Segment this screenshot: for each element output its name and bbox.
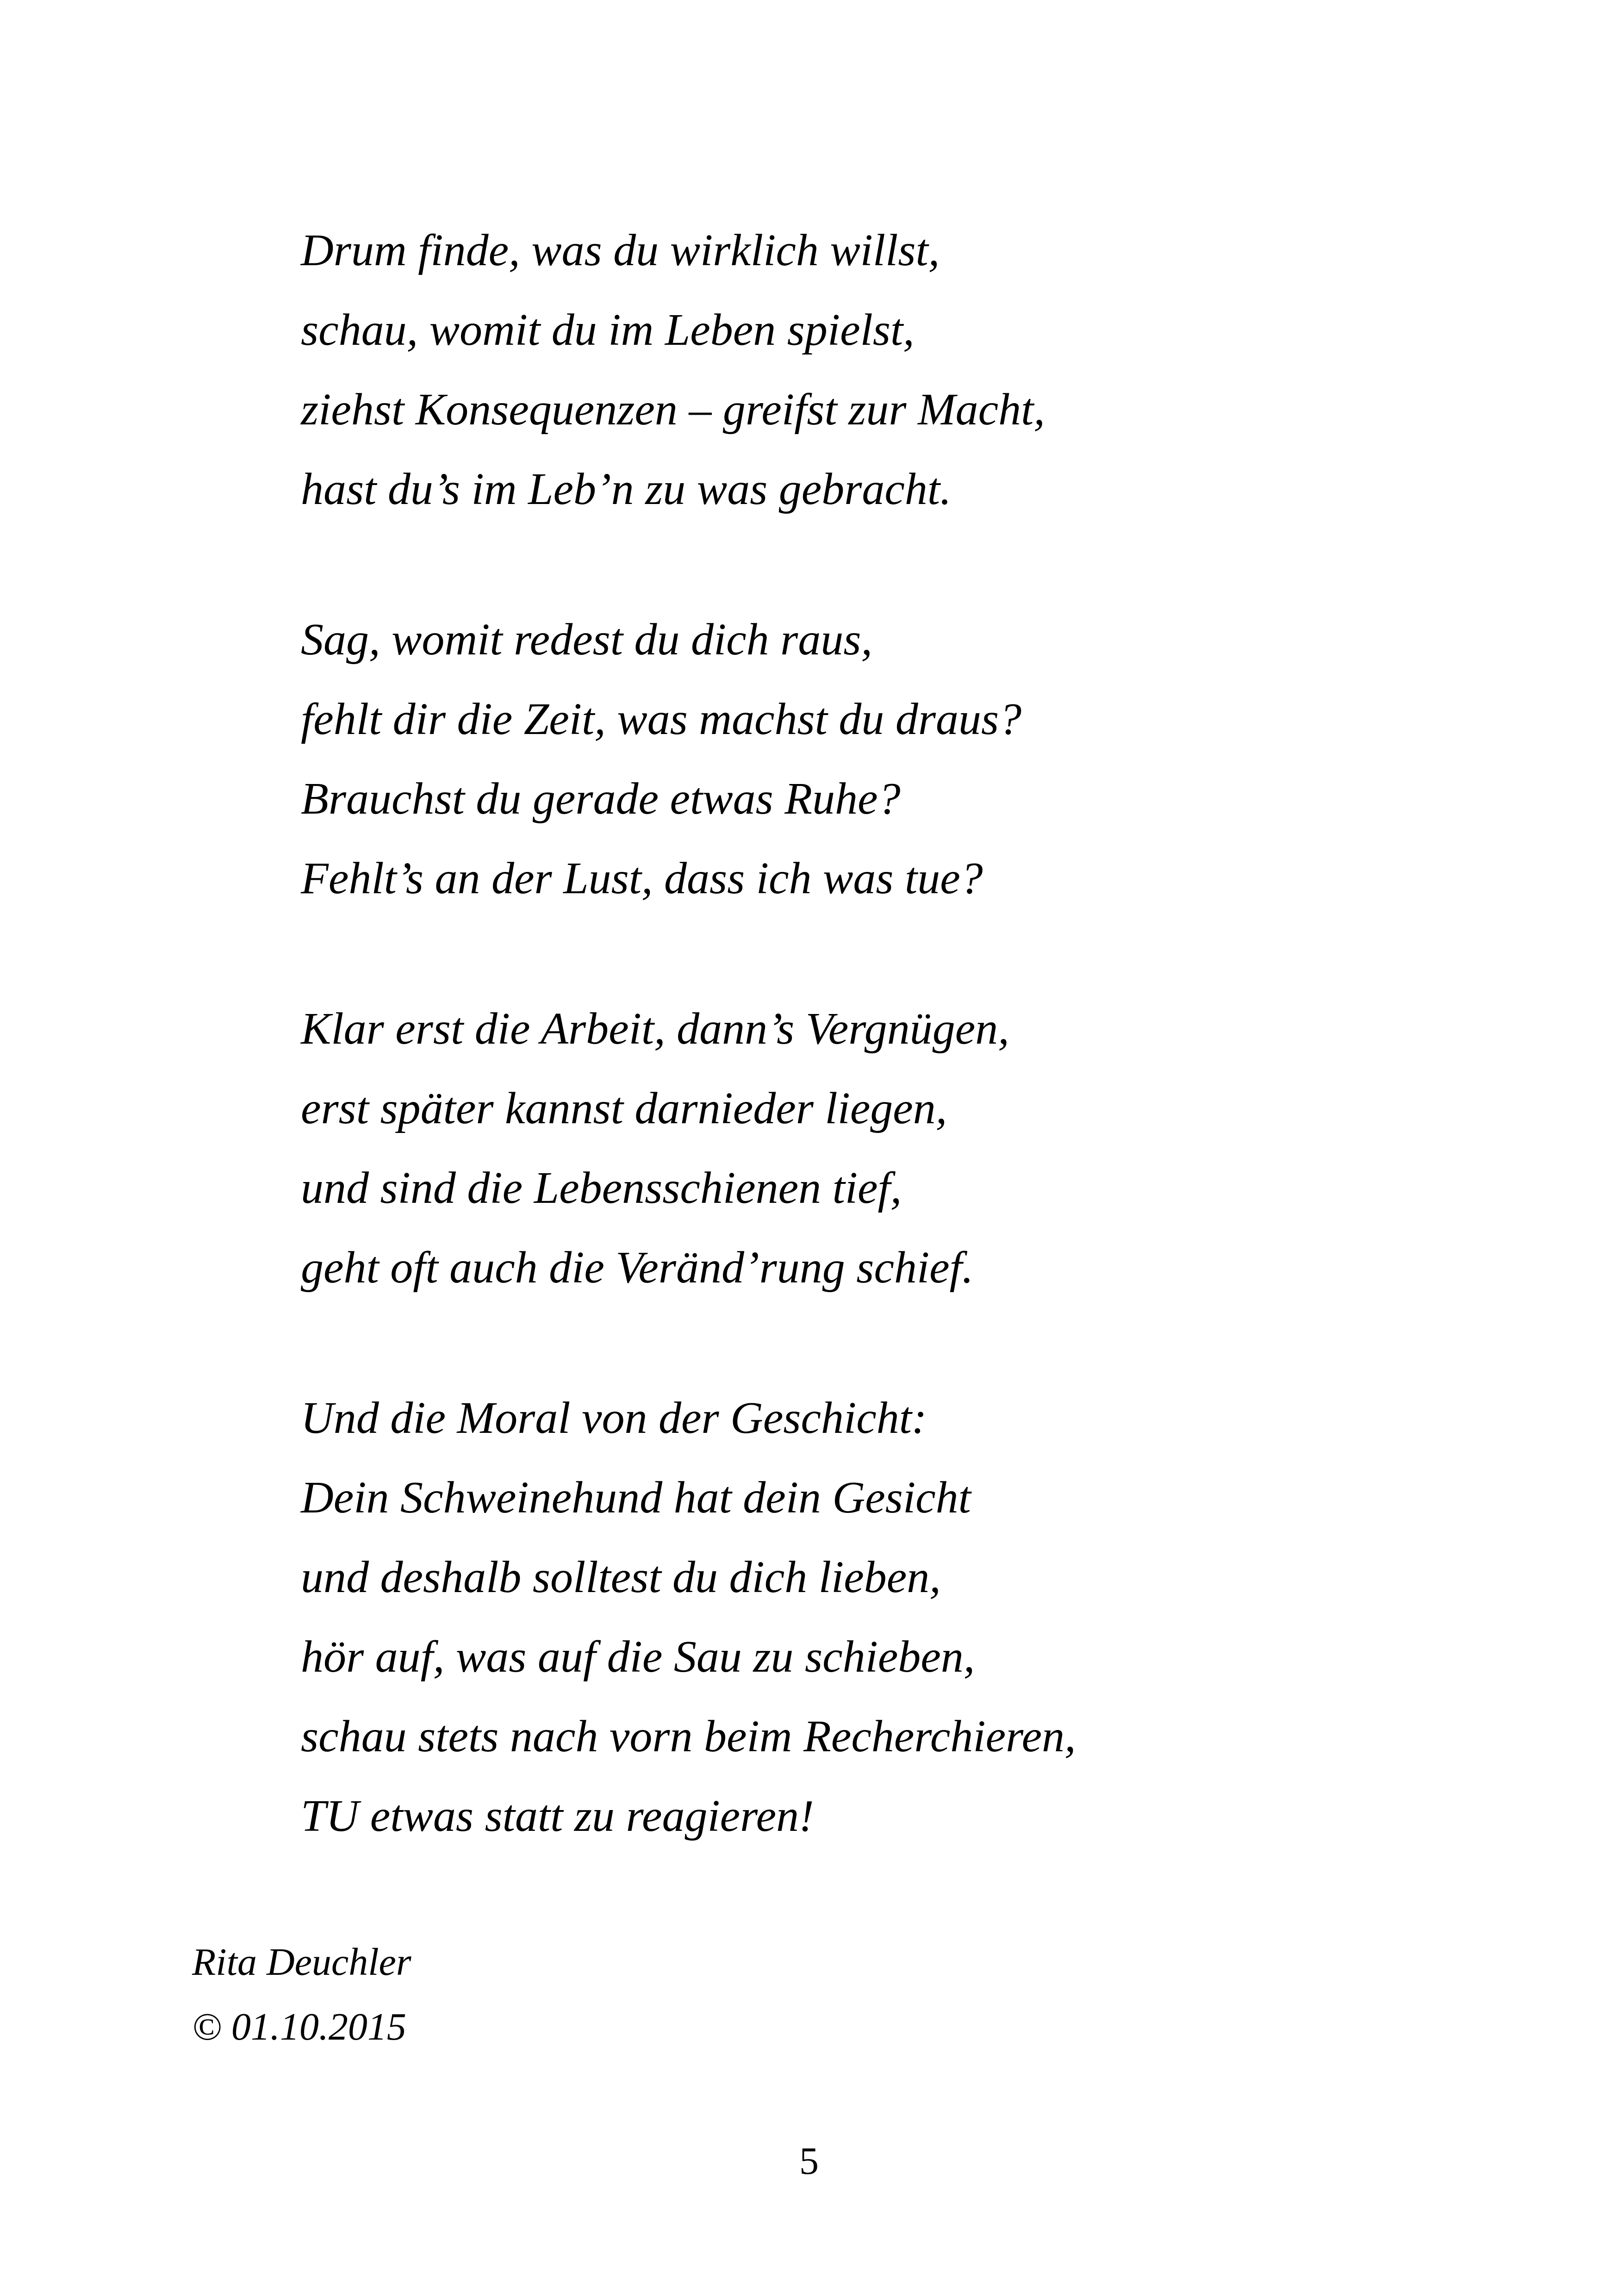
poem-line: Klar erst die Arbeit, dann’s Vergnügen, — [301, 1004, 1009, 1054]
stanza-2 — [301, 600, 1550, 918]
stanza-3 — [301, 989, 1550, 1307]
poem-line: Und die Moral von der Geschicht: — [301, 1393, 927, 1443]
stanza-1 — [301, 211, 1550, 529]
poem-line: schau, womit du im Leben spielst, — [301, 305, 915, 355]
poem-line: hast du’s im Leb’n zu was gebracht. — [301, 464, 952, 514]
signature-block — [192, 1930, 886, 2060]
poem-line: fehlt dir die Zeit, was machst du draus? — [301, 694, 1022, 744]
poem-line: TU etwas statt zu reagieren! — [301, 1791, 814, 1841]
poem-line: Dein Schweinehund hat dein Gesicht — [301, 1473, 971, 1523]
poem-line: und sind die Lebensschienen tief, — [301, 1163, 902, 1213]
page-number: 5 — [799, 2140, 819, 2183]
poem-line: geht oft auch die Veränd’rung schief. — [301, 1243, 974, 1293]
poem-line: Drum finde, was du wirklich willst, — [301, 225, 940, 275]
poem-line: und deshalb solltest du dich lieben, — [301, 1552, 941, 1602]
author-name: Rita Deuchler — [192, 1941, 411, 1984]
copyright-date: © 01.10.2015 — [192, 2005, 406, 2048]
poem-line: Sag, womit redest du dich raus, — [301, 615, 872, 665]
poem-line: hör auf, was auf die Sau zu schieben, — [301, 1632, 975, 1682]
poem-line: erst später kannst darnieder liegen, — [301, 1083, 947, 1133]
poem-line: Brauchst du gerade etwas Ruhe? — [301, 774, 901, 824]
poem-line: schau stets nach vorn beim Recherchieren, — [301, 1711, 1076, 1761]
poem-line: ziehst Konsequenzen – greifst zur Macht, — [301, 385, 1045, 435]
poem-line: Fehlt’s an der Lust, dass ich was tue? — [301, 853, 983, 903]
stanza-4 — [301, 1378, 1550, 1856]
